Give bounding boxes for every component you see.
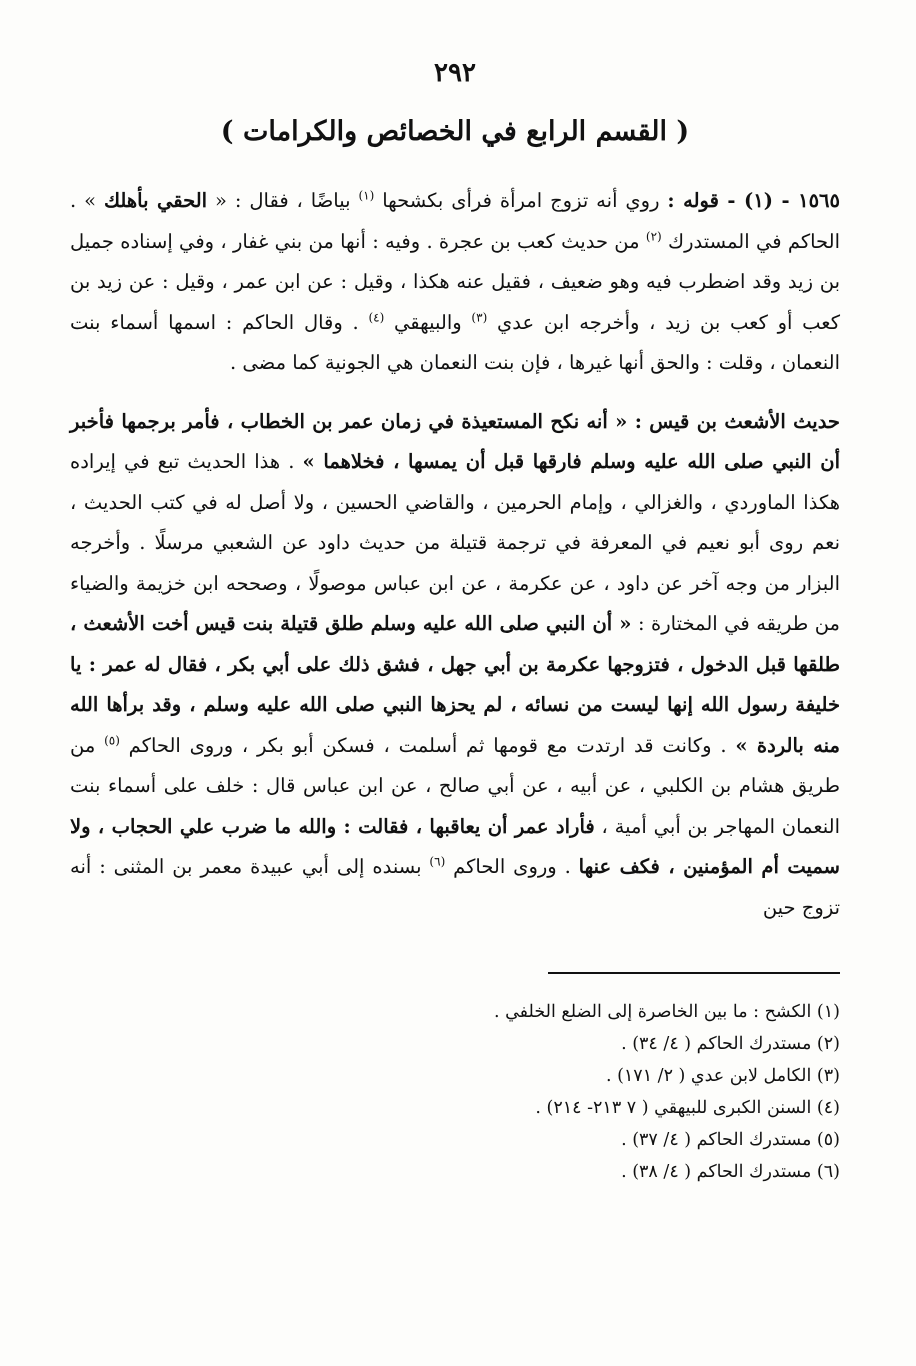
- footnote-ref-4[interactable]: (٤): [368, 310, 385, 324]
- footnote-6: (٦) مستدرك الحاكم ( ٤/ ٣٨) .: [621, 1162, 840, 1182]
- text-span: والبيهقي: [384, 310, 472, 334]
- footnotes-list: [70, 996, 840, 1188]
- footnote-divider: [548, 972, 840, 974]
- footnote-ref-5[interactable]: (٥): [104, 733, 120, 747]
- footnote-3: (٣) الكامل لابن عدي ( ٢/ ١٧١) .: [605, 1066, 840, 1086]
- footnote-2: (٢) مستدرك الحاكم ( ٤/ ٣٤) .: [621, 1034, 840, 1054]
- quoted-text: « أن النبي صلى الله عليه وسلم طلق قتيلة بنت قيس أخت الأشعث ، طلقها قبل الدخول ، فتزوجها عكرمة بن أبي جهل ، فشق ذلك على أبي بكر ، فقال له عمر : يا خليفة رسول الله إنها ليست من نسائه ، لم يحزها النبي صلى الله عليه وسلم ، وقد برأها الله منه بالردة »: [70, 612, 840, 757]
- footnote-ref-6[interactable]: (٦): [429, 854, 446, 869]
- text-span: من طريق هشام بن الكلبي ، عن أبيه ، عن أبي صالح ، عن ابن عباس قال : خلف على أسماء بنت النعمان المهاجر بن أبي أمية ،: [70, 733, 840, 838]
- quoted-text: « أنه نكح المستعيذة في زمان عمر بن الخطاب ، فأمر برجمها فأخبر أن النبي صلى الله عليه وسلم فارقها قبل أن يمسها ، فخلاهما »: [70, 409, 840, 473]
- text-span: . وقال الحاكم : اسمها أسماء بنت النعمان ، وقلت : والحق أنها غيرها ، فإن بنت النعمان هي الجونية كما مضى .: [70, 310, 840, 374]
- text-span: بسنده إلى أبي عبيدة معمر بن المثنى : أنه تزوج حين: [70, 855, 840, 919]
- footnote-ref-3[interactable]: (٣): [471, 310, 488, 324]
- text-span: روي أنه تزوج امرأة فرأى بكشحها: [374, 189, 668, 212]
- paragraph-ashath-hadith: [70, 402, 840, 929]
- page-number: ٢٩٢: [434, 58, 476, 88]
- paragraph-lead: حديث الأشعث بن قيس :: [634, 409, 840, 433]
- text-span: . وروى الحاكم: [445, 855, 579, 878]
- text-span: » . الحاكم في المستدرك: [70, 189, 840, 253]
- text-span: من حديث كعب بن عجرة . وفيه : أنها من بني غفار ، وفي إسناده جميل بن زيد وقد اضطرب فيه وهو ضعيف ، فقيل عنه هكذا ، وقيل : عن ابن عمر ، وقيل : عن زيد بن كعب أو كعب بن زيد ، وأخرجه ابن عدي: [70, 229, 840, 334]
- footnote-ref-2[interactable]: (٢): [645, 229, 662, 243]
- footnote-4: (٤) السنن الكبرى للبيهقي ( ٧ ٢١٣- ٢١٤) .: [535, 1098, 840, 1118]
- text-span: . هذا الحديث تبع في إيراده هكذا الماوردي ، والغزالي ، وإمام الحرمين ، والقاضي الحسين ، ولا أصل له في كتب الحديث ، نعم روى أبو نعيم في المعرفة في ترجمة قتيلة من حديث داود عن الشعبي مرسلًا . وأخرجه البزار من وجه آخر عن داود ، عن عكرمة ، عن ابن عباس موصولًا ، وصححه ابن خزيمة والضياء من طريقه في المختارة :: [70, 450, 840, 635]
- footnote-ref-1[interactable]: (١): [358, 188, 375, 203]
- entry-number: ١٥٦٥ - (١) - قوله :: [667, 189, 840, 212]
- paragraph-hadith-1565: [70, 181, 840, 384]
- footnote-1: (١) الكشح : ما بين الخاصرة إلى الضلع الخلفي .: [493, 1002, 840, 1022]
- footnote-5: (٥) مستدرك الحاكم ( ٤/ ٣٧) .: [621, 1130, 840, 1150]
- quoted-text: فأراد عمر أن يعاقبها ، فقالت : والله ما ضرب علي الحجاب ، ولا سميت أم المؤمنين ، فكف عنها: [70, 814, 840, 878]
- text-span: بياضًا ، فقال : «: [207, 189, 359, 212]
- text-span: . وكانت قد ارتدت مع قومها ثم أسلمت ، فسكن أبو بكر ، وروى الحاكم: [119, 733, 736, 757]
- section-heading: ( القسم الرابع في الخصائص والكرامات ): [220, 116, 690, 147]
- quoted-text: الحقي بأهلك: [103, 189, 208, 212]
